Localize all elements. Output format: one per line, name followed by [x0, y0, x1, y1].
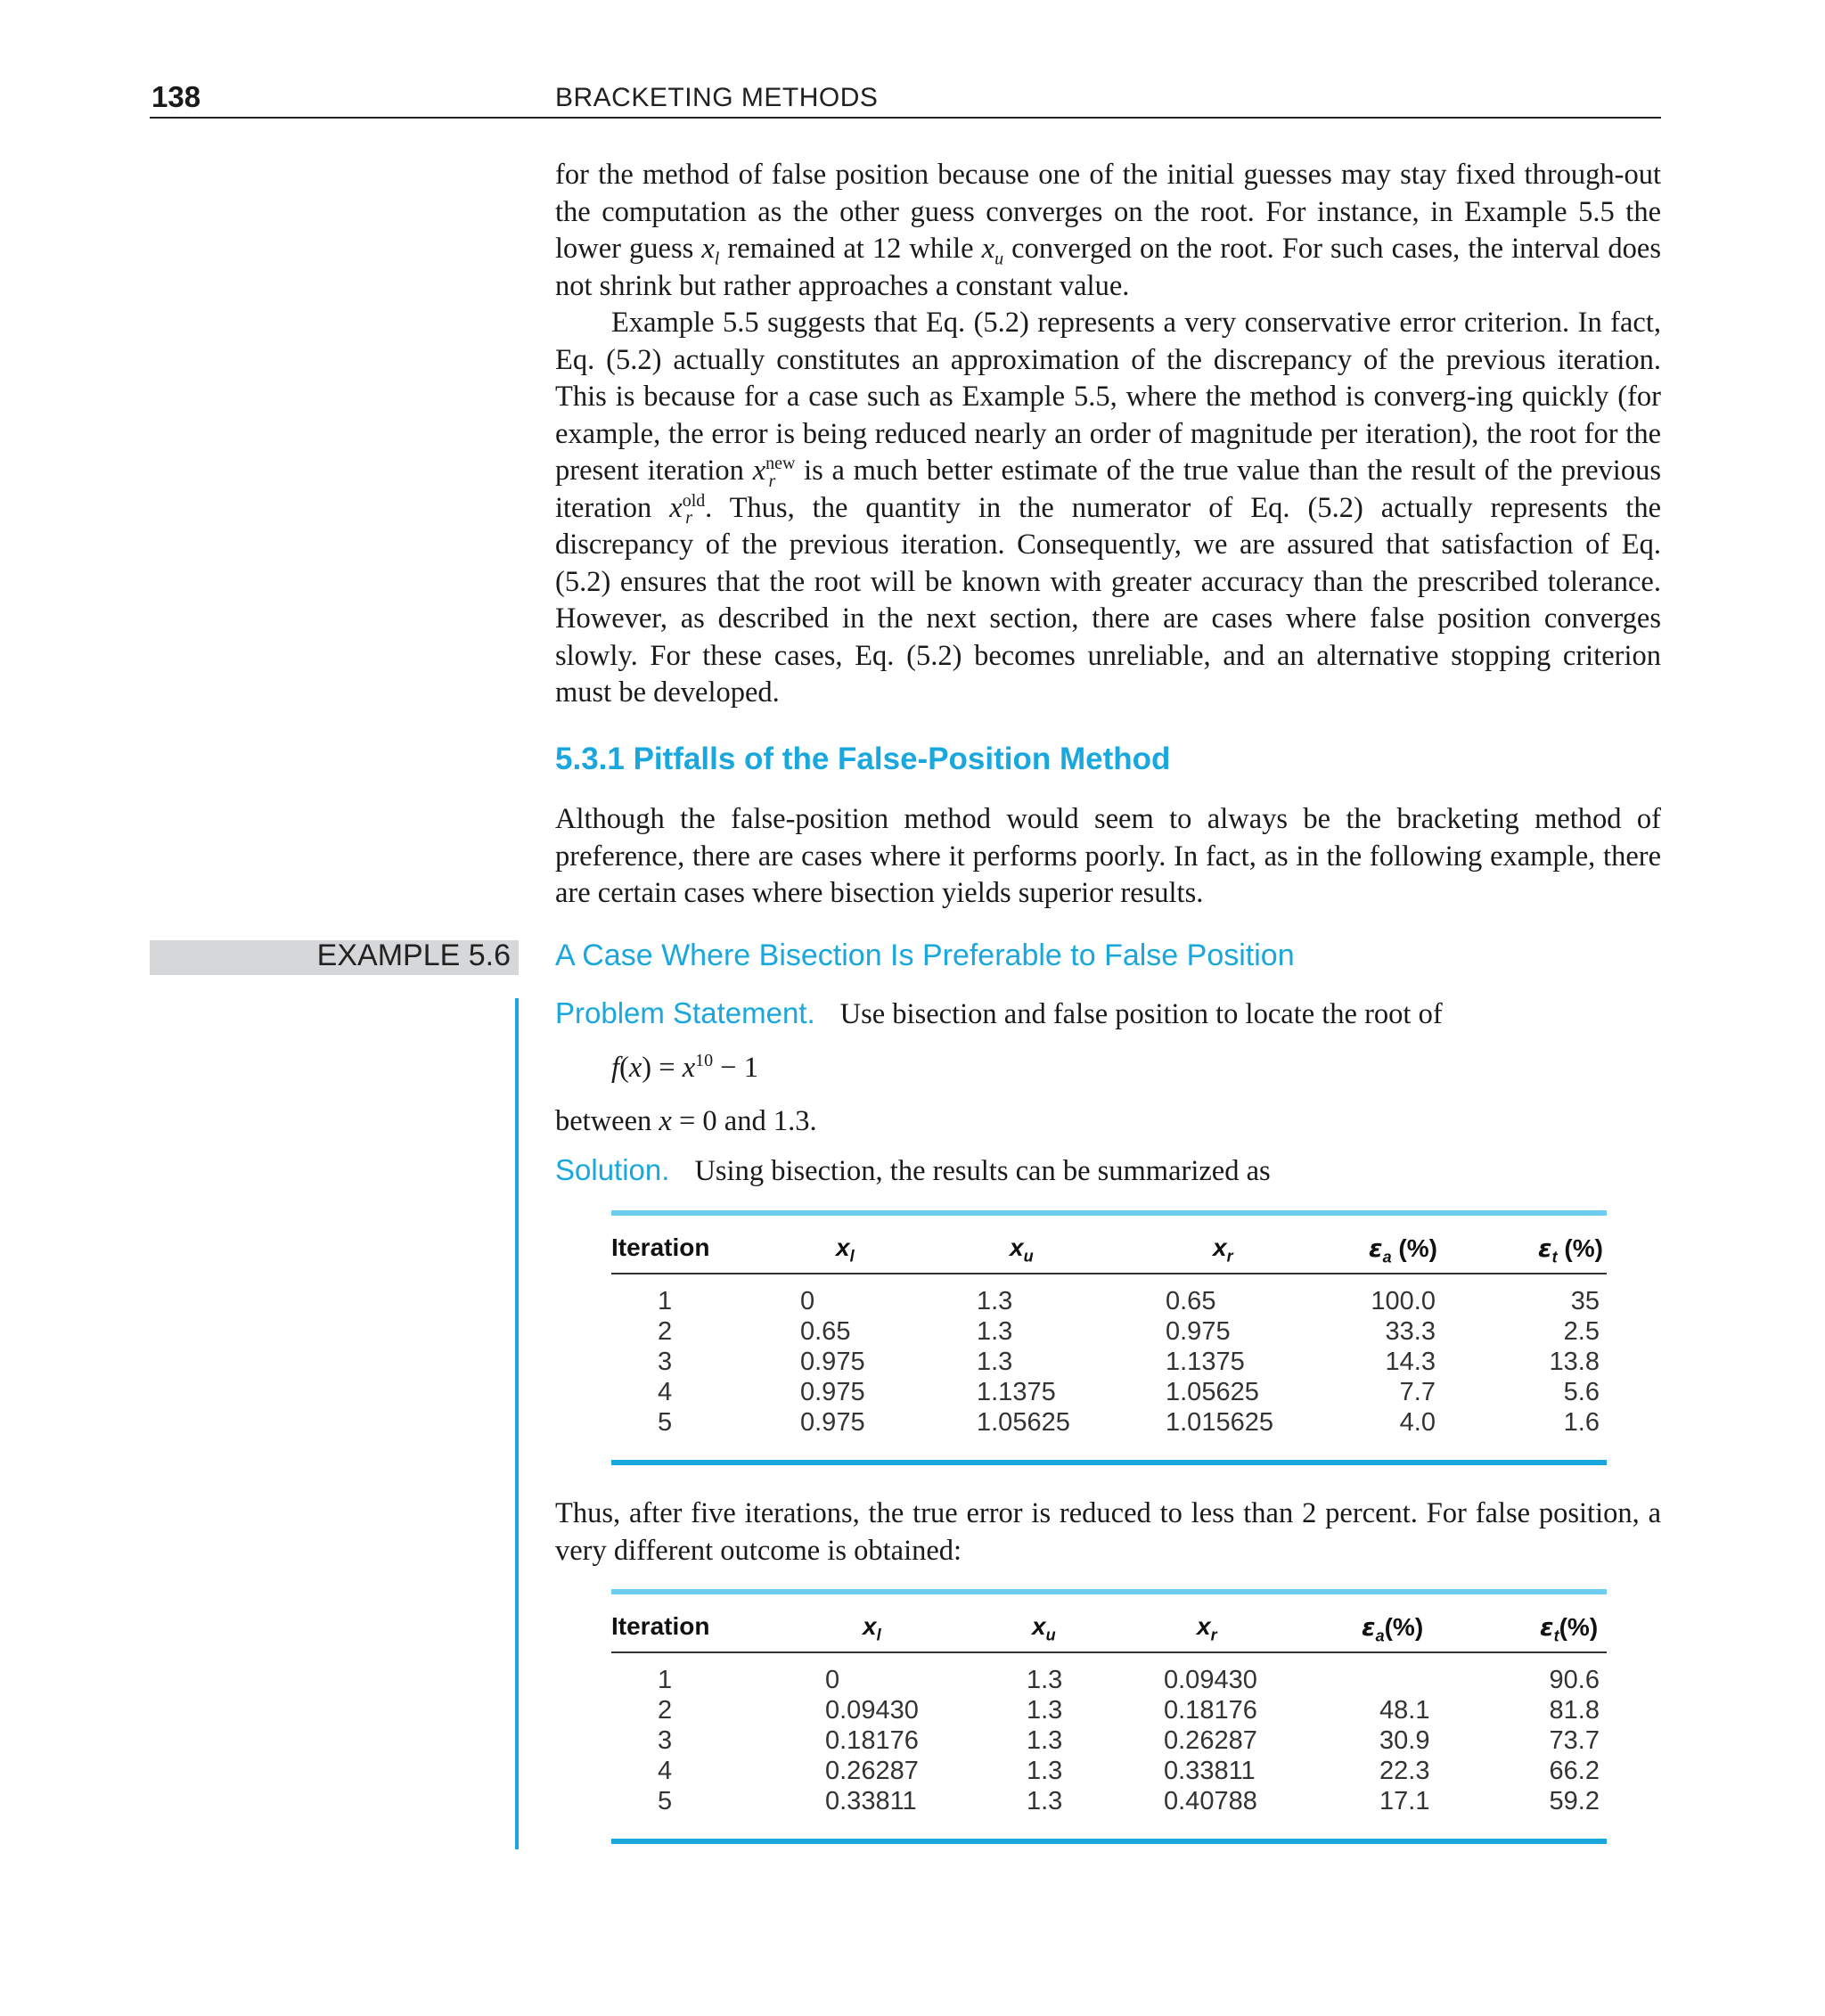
table-header-rule — [611, 1651, 1607, 1653]
col-header-xu: $x_u$ — [1032, 1612, 1056, 1644]
col-header-xu: $x_u$ — [1010, 1233, 1034, 1266]
example-title: A Case Where Bisection Is Preferable to False Position — [555, 938, 1295, 972]
col-header-iteration: Iteration — [611, 1612, 710, 1640]
col-header-et: $\varepsilon_t(\%)$ — [1540, 1612, 1599, 1645]
bisection-table: Iteration $x_l$ $x_u$ $x_r$ $\varepsilon_a$ (%) $\varepsilon_t$ (%) 1 0 1.3 0.65 100.0 35 2 0.65 1.3 0.975 33.3 2.5 3 0.975 1.3 1.1375 14.3 13.8 4 0.975 1.1375 1.05625 7.7 5.6 5 0.975 1.05625 1.015625 4.0 1.6 — [611, 1210, 1607, 1478]
col-header-xl: $x_l$ — [836, 1233, 855, 1266]
section-title: 5.3.1 Pitfalls of the False-Position Method — [555, 742, 1171, 776]
col-header-ea: $\varepsilon_a(\%)$ — [1362, 1612, 1424, 1645]
col-header-et: $\varepsilon_t$ (%) — [1538, 1233, 1603, 1266]
paragraph-3: Although the false-position method would seem to always be the bracketing method of preference, there are cases where it performs poorly. In fact, as in the following example, there are certain cases where bisection yields superior results. — [555, 803, 1661, 909]
problem-text: Use bisection and false position to locate the root of — [839, 998, 1443, 1030]
problem-statement — [555, 996, 1443, 1031]
col-header-iteration: Iteration — [611, 1233, 710, 1261]
problem-heading: Problem Statement. — [555, 996, 815, 1029]
table-bottom-rule — [611, 1460, 1607, 1465]
header-rule — [150, 117, 1661, 119]
false-position-table: Iteration $x_l$ $x_u$ $x_r$ $\varepsilon_a(\%)$ $\varepsilon_t(\%)$ 1 0 1.3 0.09430 90.6 2 0.09430 1.3 0.18176 48.1 81.8 3 0.18176 1.3 0.26287 30.9 73.7 4 0.26287 1.3 0.33811 22.3 66.2 5 0.33811 1.3 0.40788 17.1 59.2 — [611, 1589, 1607, 1856]
example-side-rule — [515, 998, 519, 1849]
paragraph-1: for the method of false position because one of the initial guesses may stay fixed through-out the computation as the other guess converges on the root. For instance, in Example 5.5 the lower guess $x_l$ remained at 12 while $x_u$ converged on the root. For such cases, the interval does not shrink but rather approaches a constant value. — [555, 159, 1661, 302]
interval-text: between x = 0 and 1.3. — [555, 1105, 817, 1137]
col-header-xr: $x_r$ — [1213, 1233, 1233, 1266]
table-top-rule — [611, 1589, 1607, 1594]
paragraph-4: Thus, after five iterations, the true error is reduced to less than 2 percent. For false position, a very different outcome is obtained: — [555, 1497, 1661, 1567]
table-bottom-rule — [611, 1839, 1607, 1844]
solution — [555, 1153, 1271, 1188]
solution-text: Using bisection, the results can be summarized as — [694, 1155, 1271, 1187]
table-top-rule — [611, 1210, 1607, 1216]
col-header-xl: $x_l$ — [863, 1612, 881, 1644]
body-text-intro — [555, 157, 1661, 712]
paragraph-2: Example 5.5 suggests that Eq. (5.2) represents a very conservative error criterion. In fact, Eq. (5.2) actually constitutes an approximation of the discrepancy of the previous iteration. This is because for a case such as Example 5.5, where the method is converg-ing quickly (for example, the error is being reduced nearly an order of magnitude per iteration), the root for the present iteration $x^{new}_r$ is a much better estimate of the true value than the result of the previous iteration $x^{old}_r$ . Thus, the quantity in the numerator of Eq. (5.2) actually represents the discrepancy of the previous iteration. Consequently, we are assured that satisfaction of Eq. (5.2) ensures that the root will be known with greater accuracy than the prescribed tolerance. However, as described in the next section, there are cases where false position converges slowly. For these cases, Eq. (5.2) becomes unreliable, and an alternative stopping criterion must be developed. — [555, 307, 1661, 709]
col-header-ea: $\varepsilon_a$ (%) — [1369, 1233, 1437, 1266]
equation: $f(x) = x^{10} - 1$ — [611, 1051, 758, 1084]
solution-heading: Solution. — [555, 1153, 670, 1186]
col-header-xr: $x_r$ — [1197, 1612, 1217, 1644]
table-header-rule — [611, 1273, 1607, 1274]
page-number: 138 — [151, 80, 201, 113]
example-label: EXAMPLE 5.6 — [316, 938, 511, 972]
running-head: BRACKETING METHODS — [555, 83, 879, 112]
